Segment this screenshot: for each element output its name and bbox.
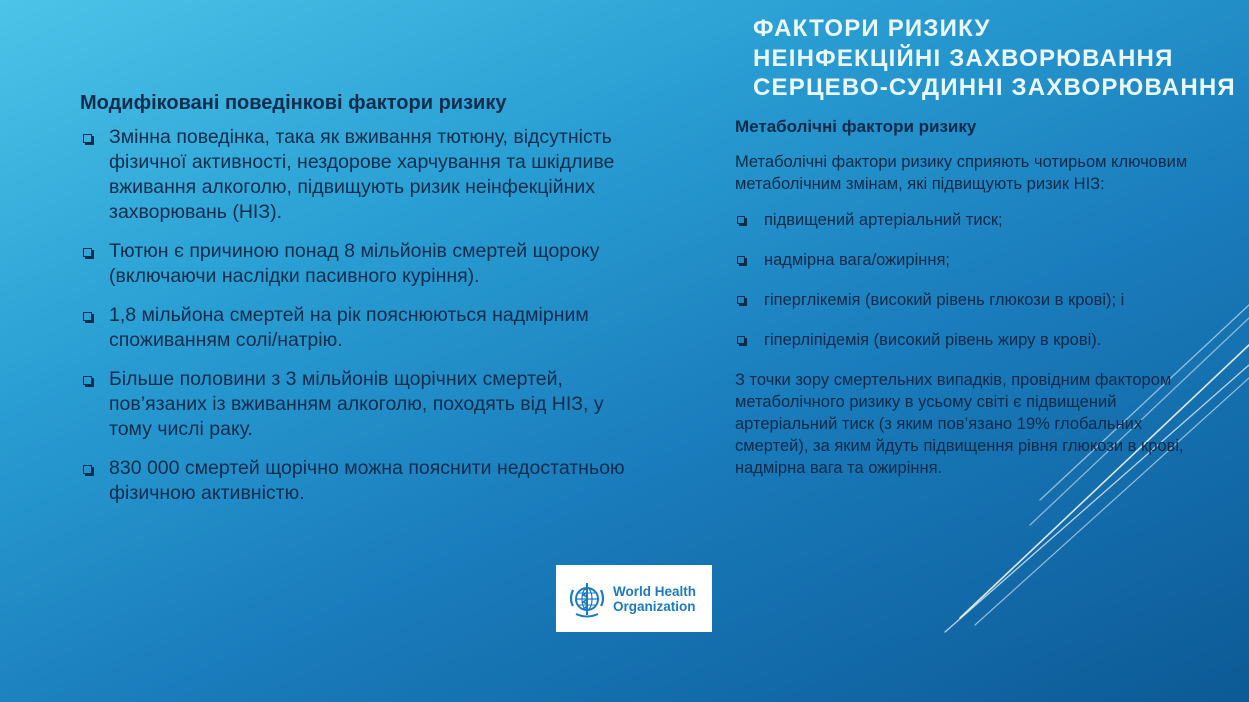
- who-logo-line1: World Health: [613, 583, 697, 599]
- list-item: [80, 303, 640, 353]
- behavioral-heading: Модифіковані поведінкові фактори ризику: [80, 92, 507, 114]
- list-item: [80, 367, 640, 442]
- metabolic-risk-factors-section: [735, 117, 1195, 493]
- list-item-text: 830 000 смертей щорічно можна пояснити недостатньою фізичною активністю.: [109, 457, 625, 504]
- checkbox-bullet-icon: [83, 134, 92, 143]
- list-item-text: Тютюн є причиною понад 8 мільйонів смертей щороку (включаючи наслідки пасивного куріння).: [109, 240, 600, 287]
- metabolic-intro: Метаболічні фактори ризику сприяють чотирьом ключовим метаболічним змінам, які підвищують ризик НІЗ:: [735, 153, 1188, 193]
- title-line-2: НЕІНФЕКЦІЙНІ ЗАХВОРЮВАННЯ: [753, 44, 1174, 72]
- list-item-text: надмірна вага/ожиріння;: [764, 251, 950, 269]
- list-item: [80, 456, 640, 506]
- behavioral-risk-factors-section: [80, 92, 640, 520]
- metabolic-heading: Метаболічні фактори ризику: [735, 117, 977, 136]
- list-item: [80, 125, 640, 225]
- who-logo: [556, 565, 712, 632]
- slide-title: [753, 14, 1236, 103]
- checkbox-bullet-icon: [83, 312, 92, 321]
- metabolic-conclusion: З точки зору смертельних випадків, провідним фактором метаболічного ризику в усьому світі є підвищений артеріальний тиск (з яким пов’язано 19% глобальних смертей), за яким йдуть підвищення рівня глюкози в крові, надмірна вага та ожиріння.: [735, 371, 1184, 477]
- who-logo-text: [613, 584, 696, 614]
- title-line-1: ФАКТОРИ РИЗИКУ: [753, 15, 991, 42]
- checkbox-bullet-icon: [737, 296, 745, 304]
- behavioral-list: [80, 125, 640, 506]
- checkbox-bullet-icon: [737, 336, 745, 344]
- checkbox-bullet-icon: [737, 256, 745, 264]
- checkbox-bullet-icon: [83, 376, 92, 385]
- list-item-text: Більше половини з 3 мільйонів щорічних смертей, пов’язаних із вживанням алкоголю, походять від НІЗ, у тому числі раку.: [109, 368, 604, 440]
- metabolic-list: [735, 209, 1195, 351]
- list-item: [735, 249, 1195, 271]
- who-logo-line2: Organization: [613, 598, 696, 614]
- list-item-text: 1,8 мільйона смертей на рік пояснюються надмірним споживанням солі/натрію.: [109, 304, 589, 351]
- list-item: [735, 329, 1195, 351]
- list-item-text: Змінна поведінка, така як вживання тютюну, відсутність фізичної активності, нездорове харчування та шкідливе вживання алкоголю, підвищують ризик неінфекційних захворювань (НІЗ).: [109, 126, 615, 223]
- list-item-text: гіперліпідемія (високий рівень жиру в крові).: [764, 331, 1102, 349]
- list-item: [735, 209, 1195, 231]
- who-emblem-icon: [566, 578, 608, 620]
- list-item: [735, 289, 1195, 311]
- list-item-text: гіперглікемія (високий рівень глюкози в крові); і: [764, 291, 1125, 309]
- list-item: [80, 239, 640, 289]
- checkbox-bullet-icon: [737, 216, 745, 224]
- title-line-3: СЕРЦЕВО-СУДИННІ ЗАХВОРЮВАННЯ: [753, 74, 1236, 101]
- checkbox-bullet-icon: [83, 248, 92, 257]
- checkbox-bullet-icon: [83, 465, 92, 474]
- list-item-text: підвищений артеріальний тиск;: [764, 211, 1003, 229]
